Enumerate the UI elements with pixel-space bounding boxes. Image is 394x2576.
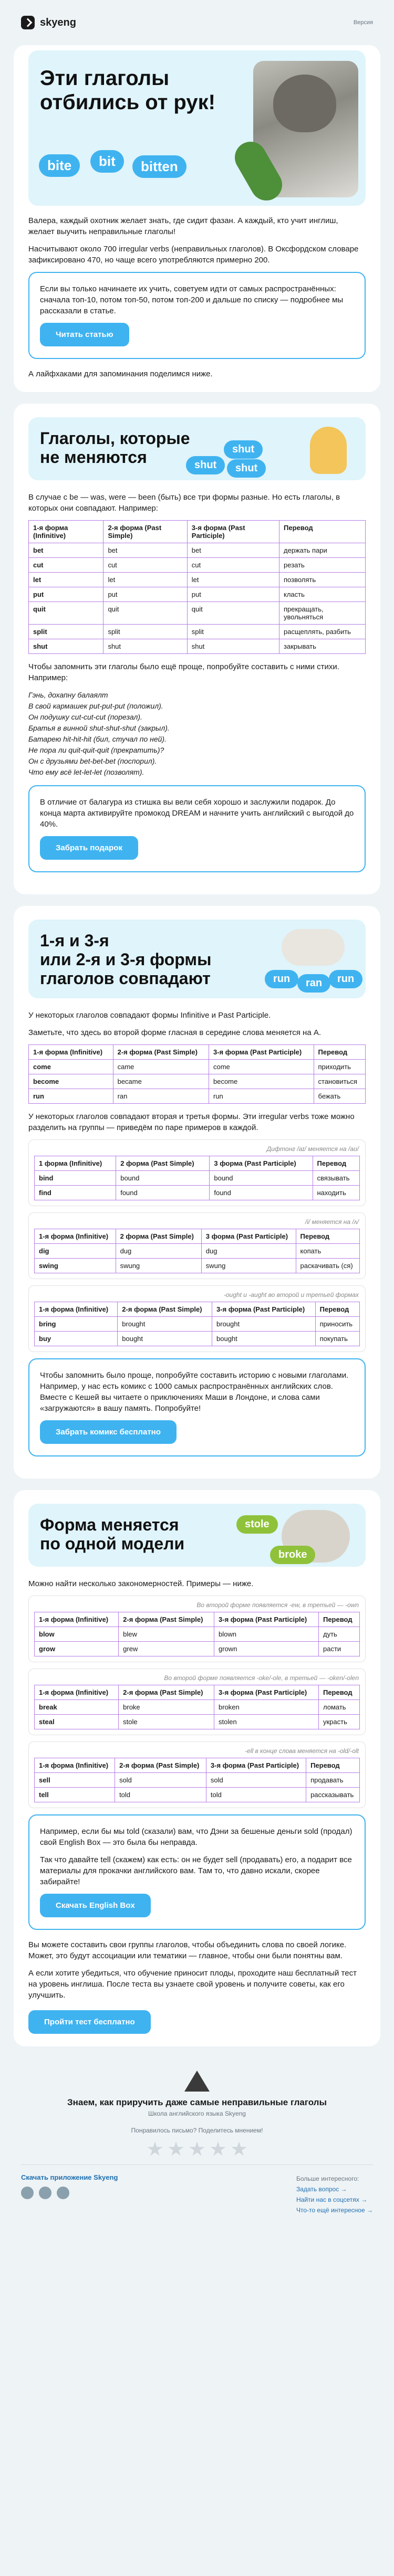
footer-subtitle: Школа английского языка Skyeng (148, 2110, 246, 2117)
star-icon[interactable] (210, 2141, 226, 2157)
footer-title: Знаем, как приручить даже самые неправильные глаголы (67, 2097, 327, 2107)
section-header (28, 1504, 366, 1567)
footer-links-title: Больше интересного: (296, 2175, 359, 2182)
verbs-table: 1-я форма (Infinitive) 2 форма (Past Simple) 3 форма (Past Participle) Перевод dig dug dug копать swing swung swung раскачивать (ся) (34, 1229, 360, 1273)
section-pill: shut (224, 440, 263, 459)
telegram-icon[interactable] (57, 2187, 69, 2199)
intro-card (14, 45, 380, 392)
table-caption: Во второй форме появляется -ew, в третьей — -own (196, 1601, 359, 1609)
rating-stars (21, 2141, 373, 2157)
hero-banner (28, 50, 366, 206)
tip-box (28, 1814, 366, 1930)
verbs-table: 1-я форма (Infinitive) 2-я форма (Past Simple) 3-я форма (Past Participle) Перевод break broke broken ломать steal stole stolen украсть (34, 1685, 360, 1729)
table-row: buy bought bought покупать (35, 1332, 360, 1346)
table-row: find found found находить (35, 1186, 360, 1200)
section-title: 1-я и 3-я или 2-я и 3-я формы глаголов совпадают (40, 931, 212, 988)
tip-box (28, 1358, 366, 1456)
verbs-table: 1-я форма (Infinitive) 2-я форма (Past Simple) 3-я форма (Past Participle) Перевод bet bet bet держать пари cut cut cut резать let let let позволять put put put класть quit quit quit прекращать, увольняться split split split расщеплять, разбить shut shut shut закрывать (28, 520, 366, 654)
section-paragraph: У некоторых глаголов совпадают формы Infinitive и Past Participle. (28, 1011, 271, 1020)
table-caption: -ell в конце слова меняется на -old/-olt (245, 1747, 359, 1755)
table-row: bind bound bound связывать (35, 1171, 360, 1186)
table-row: steal stole stolen украсть (35, 1715, 360, 1729)
tip-text: Например, если бы мы told (сказали) вам, что Дэни за бешеные деньги sold (продал) свой English Box — это была бы неправда. (40, 1827, 352, 1847)
section-pill: broke (270, 1546, 315, 1564)
verbs-table: 1-я форма (Infinitive) 2-я форма (Past Simple) 3-я форма (Past Participle) Перевод sell sold sold продавать tell told told рассказывать (34, 1758, 360, 1802)
table-row: come came come приходить (29, 1060, 366, 1074)
table-group (28, 1669, 366, 1735)
verbs-table: 1 форма (Infinitive) 2 форма (Past Simple) 3 форма (Past Participle) Перевод bind bound bound связывать find found found находить (34, 1156, 360, 1200)
intro-paragraph: А лайфхаками для запоминания поделимся ниже. (28, 369, 213, 378)
table-row: dig dug dug копать (35, 1244, 360, 1259)
footer-link[interactable]: Что-то ещё интересное → (296, 2207, 373, 2214)
skyeng-logo-icon (21, 16, 35, 29)
hero-pill: bitten (132, 155, 186, 178)
table-row: put put put класть (29, 587, 366, 602)
table-group (28, 1212, 366, 1279)
star-icon[interactable] (189, 2141, 205, 2157)
section-one-model (14, 1490, 380, 2046)
youtube-icon[interactable] (39, 2187, 51, 2199)
section-header (28, 920, 366, 998)
hero-pill: bite (39, 154, 80, 177)
cat-illustration (253, 61, 358, 197)
table-row: let let let позволять (29, 573, 366, 587)
hero-title: Эти глаголы отбились от рук! (40, 67, 215, 114)
section-paragraph: В случае с be — was, were — been (быть) все три формы разные. Но есть глаголы, в которых они совпадают. Например: (28, 493, 340, 513)
table-group (28, 1741, 366, 1808)
tip-text: Если вы только начинаете их учить, советуем идти от самых распространённых: сначала топ-10, потом топ-50, потом топ-200 и дальше по списку — подробнее мы рассказали в статье. (40, 284, 344, 315)
table-row: tell told told рассказывать (35, 1788, 360, 1802)
section-pill: run (265, 970, 298, 988)
intro-paragraph: Насчитывают около 700 irregular verbs (неправильных глаголов). В Оксфордском словаре зафиксировано 470, но чаще всего употребляются примерно 200. (28, 245, 359, 265)
star-icon[interactable] (231, 2141, 247, 2157)
table-row: break broke broken ломать (35, 1700, 360, 1715)
rate-prompt: Понравилось письмо? Поделитесь мнением! (131, 2127, 263, 2134)
section-title: Форма меняется по одной модели (40, 1515, 185, 1553)
animal-illustration (282, 929, 345, 966)
table-group (28, 1285, 366, 1352)
section-paragraph: У некоторых глаголов совпадают вторая и третья формы. Эти irregular verbs тоже можно разделить на группы — приведём по паре примеров в каждой. (28, 1112, 355, 1132)
table-group (28, 1596, 366, 1662)
table-caption: -ought и -aught во второй и третьей формах (223, 1291, 359, 1298)
download-app-link[interactable]: Скачать приложение Skyeng (21, 2173, 118, 2181)
take-test-button[interactable]: Пройти тест бесплатно (28, 2010, 151, 2034)
verbs-table: 1-я форма (Infinitive) 2-я форма (Past Simple) 3-я форма (Past Participle) Перевод blow blew blown дуть grow grew grown расти (34, 1612, 360, 1656)
section-pill: ran (297, 974, 330, 993)
vk-icon[interactable] (21, 2187, 34, 2199)
download-english-box-button[interactable]: Скачать English Box (40, 1894, 151, 1917)
table-row: swing swung swung раскачивать (ся) (35, 1259, 360, 1273)
table-group (28, 1139, 366, 1206)
brand-name: skyeng (40, 16, 76, 28)
table-row: blow blew blown дуть (35, 1627, 360, 1642)
footer (0, 2058, 394, 2228)
tip-text: Так что давайте tell (скажем) как есть: он не будет sell (продавать) его, а подарит все материалы для прокачки английского вам. Там то, что давно искали, скорее забирайте! (40, 1855, 352, 1886)
section-title: Глаголы, которые не меняются (40, 429, 190, 467)
footer-link[interactable]: Найти нас в соцсетях → (296, 2196, 368, 2203)
footer-link[interactable]: Задать вопрос → (296, 2186, 347, 2193)
section-paragraph: Чтобы запомнить эти глаголы было ещё проще, попробуйте составить с ними стихи. Например: (28, 662, 339, 682)
web-version-link[interactable]: Версия (353, 19, 373, 26)
poem: Гэнь, дохапну балаялт В свой кармашек put-put-put (положил). Он подушку cut-cut-cut (порезал). Братья в винной shut-shut-shut (закрыл). Батарею hit-hit-hit (бил, стучал по ней). Не пора ли quit-quit-quit (прекратить)? Он с друзьями bet-bet-bet (поспорил). Что ему всё let-let-let (позволят). (28, 691, 170, 776)
section-paragraph: А если хотите убедиться, что обучение приносит плоды, проходите наш бесплатный тест на уровень инглиша. После теста вы узнаете свой уровень и получите советы, как его улучшить. (28, 1969, 357, 2000)
tip-box (28, 785, 366, 872)
tip-text: Чтобы запомнить было проще, попробуйте составить историю с новыми глаголами. Например, у нас есть комикс с 1000 самых распространённых английских слов. Вместе с Кешей вы читаете о приключениях Маши в Лондоне, и слова сами «загружаются» в вашу память. Попробуйте! (40, 1371, 349, 1413)
top-bar (0, 0, 394, 45)
table-row: shut shut shut закрывать (29, 639, 366, 654)
table-caption: Во второй форме появляется -oke/-ole, в третьей — -oken/-olen (164, 1674, 359, 1682)
section-paragraph: Можно найти несколько закономерностей. Примеры — ниже. (28, 1579, 254, 1588)
verbs-table: 1-я форма (Infinitive) 2-я форма (Past Simple) 3-я форма (Past Participle) Перевод come came come приходить become became become становиться run ran run бежать (28, 1044, 366, 1104)
social-icons (21, 2187, 118, 2199)
section-pill: shut (186, 456, 225, 474)
section-pill: stole (236, 1515, 278, 1534)
table-row: run ran run бежать (29, 1089, 366, 1104)
star-icon[interactable] (147, 2141, 163, 2157)
table-row: grow grew grown расти (35, 1642, 360, 1656)
table-row: cut cut cut резать (29, 558, 366, 573)
section-paragraph: Заметьте, что здесь во второй форме гласная в середине слова меняется на А. (28, 1028, 322, 1037)
intro-paragraph: Валера, каждый охотник желает знать, где сидит фазан. А каждый, кто учит инглиш, желает выучить неправильные глаголы! (28, 216, 338, 236)
section-header (28, 417, 366, 480)
read-article-button[interactable]: Читать статью (40, 323, 129, 346)
table-row: split split split расщеплять, разбить (29, 625, 366, 639)
get-gift-button[interactable]: Забрать подарок (40, 836, 138, 860)
star-icon[interactable] (168, 2141, 184, 2157)
verbs-table: 1-я форма (Infinitive) 2-я форма (Past Simple) 3-я форма (Past Participle) Перевод bring brought brought приносить buy bought bought покупать (34, 1302, 360, 1346)
footer-badge-icon (21, 2071, 373, 2094)
table-caption: /i/ меняется на /ʌ/ (305, 1218, 359, 1226)
section-pill: run (329, 970, 362, 988)
section-unchanged-verbs (14, 404, 380, 894)
table-row: sell sold sold продавать (35, 1773, 360, 1788)
section-pill: shut (227, 459, 266, 478)
tip-box (28, 272, 366, 359)
section-matching-forms (14, 906, 380, 1479)
hero-pill: bit (90, 150, 124, 173)
table-row: become became become становиться (29, 1074, 366, 1089)
table-row: bring brought brought приносить (35, 1317, 360, 1332)
section-paragraph: Вы можете составить свои группы глаголов, чтобы объединить слова по своей логике. Может, это будут ассоциации или тематики — главное, чтобы они были понятны вам. (28, 1940, 347, 1960)
get-comic-button[interactable]: Забрать комикс бесплатно (40, 1420, 177, 1444)
hand-illustration (310, 427, 347, 474)
table-caption: Дифтонг /aɪ/ меняется на /aʊ/ (266, 1145, 359, 1153)
tip-text: В отличие от балагура из стишка вы вели себя хорошо и заслужили подарок. До конца марта активируйте промокод DREAM и начните учить английский с выгодой до 40%. (40, 798, 354, 829)
table-row: bet bet bet держать пари (29, 543, 366, 558)
table-row: quit quit quit прекращать, увольняться (29, 602, 366, 625)
brand-logo[interactable] (21, 16, 76, 29)
